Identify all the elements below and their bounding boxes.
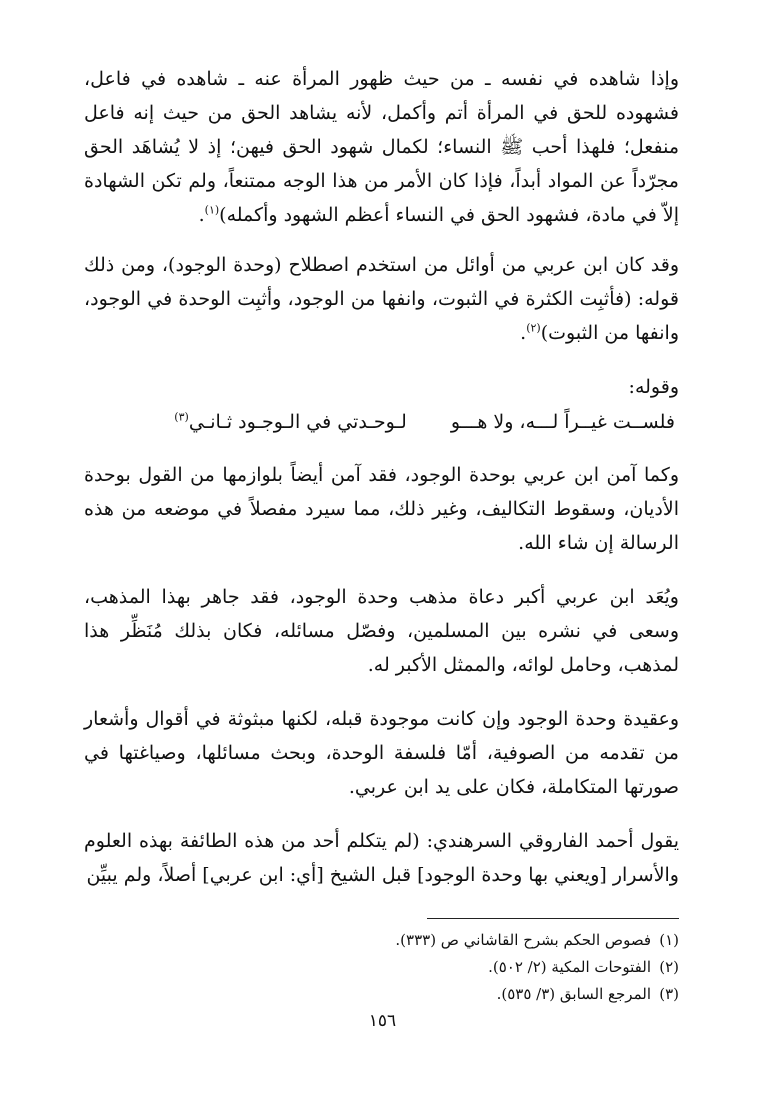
footnote-text: فصوص الحكم بشرح القاشاني ص (٣٣٣). — [395, 931, 651, 949]
footnote-text: الفتوحات المكية (٢/ ٥٠٢). — [488, 958, 651, 976]
footnote-1 — [84, 927, 679, 954]
paragraph-2-text: وقد كان ابن عربي من أوائل من استخدم اصطلاح (وحدة الوجود)، ومن ذلك قوله: (فأثبِت الكثرة في الثبوت، وانفها من الوجود، وأثبِت الوحدة في الوجود، وانفها من الثبوت) — [84, 254, 679, 344]
footnote-text: المرجع السابق (٣/ ٥٣٥). — [496, 985, 651, 1003]
footnote-ref-2[interactable]: (٢) — [526, 321, 541, 335]
paragraph-6: يقول أحمد الفاروقي السرهندي: (لم يتكلم أحد من هذه الطائفة بهذه العلوم والأسرار [ويعني بها وحدة الوجود] قبل الشيخ [أي: ابن عربي] أصلاً، ولم يبيِّن — [84, 830, 679, 886]
verse-gap — [407, 404, 451, 440]
paragraph-1-text: وإذا شاهده في نفسه ـ من حيث ظهور المرأة عنه ـ شاهده في فاعل، فشهوده للحق في المرأة أتم وأكمل، لأنه يشاهد الحق من حيث إنه فاعل منفعل؛ فلهذا أحب ﷺ النساء؛ لكمال شهود الحق فيهن؛ إذ لا يُشاهَد الحق مجرّداً عن المواد أبداً، فإذا كان الأمر من هذا الوجه ممتنعاً، ولم تكن الشهادة إلاّ في مادة، فشهود الحق في النساء أعظم الشهود وأكمله) — [84, 68, 679, 226]
paragraph-2-tail: . — [520, 322, 527, 344]
verse-hemistich-1: فلســت غيــراً لـــه، ولا هـــو — [450, 411, 675, 433]
verse-hemistich-2: لـوحـدتي في الـوجـود ثـانـي — [188, 411, 407, 433]
paragraph-4: ويُعَد ابن عربي أكبر دعاة مذهب وحدة الوجود، فقد جاهر بهذا المذهب، وسعى في نشره بين المسلمين، وفصّل مسائله، فكان بذلك مُنَظِّر هذا لمذهب، وحامل لوائه، والممثل الأكبر له. — [84, 586, 679, 676]
paragraph-1-tail: . — [198, 204, 205, 226]
footnote-number: (٢) — [659, 958, 679, 976]
footnotes — [84, 927, 679, 1008]
footnote-ref-3[interactable]: (٣) — [174, 410, 189, 424]
verse-intro: وقوله: — [628, 376, 679, 398]
footnote-number: (٣) — [659, 985, 679, 1003]
paragraph-5: وعقيدة وحدة الوجود وإن كانت موجودة قبله، لكنها مبثوثة في أقوال وأشعار من تقدمه من الصوفية، أمّا فلسفة الوحدة، وبحث مسائلها، وصياغتها في صورتها المتكاملة، فكان على يد ابن عربي. — [84, 708, 679, 798]
footnote-2 — [84, 954, 679, 981]
verse-hemistich-2-wrap — [174, 404, 407, 440]
footnote-ref-1[interactable]: (١) — [204, 203, 220, 217]
paragraph-3: وكما آمن ابن عربي بوحدة الوجود، فقد آمن أيضاً بلوازمها من القول بوحدة الأديان، وسقوط التكاليف، وغير ذلك، مما سيرد مفصلاً في موضعه من هذه الرسالة إن شاء الله. — [84, 464, 679, 554]
footnote-3 — [84, 981, 679, 1008]
page-number: ١٥٦ — [368, 1011, 397, 1031]
paragraph-1 — [84, 62, 679, 232]
poetry-verse — [84, 404, 679, 440]
paragraph-2 — [84, 248, 679, 350]
footnote-divider — [427, 918, 679, 919]
footnote-number: (١) — [659, 931, 679, 949]
